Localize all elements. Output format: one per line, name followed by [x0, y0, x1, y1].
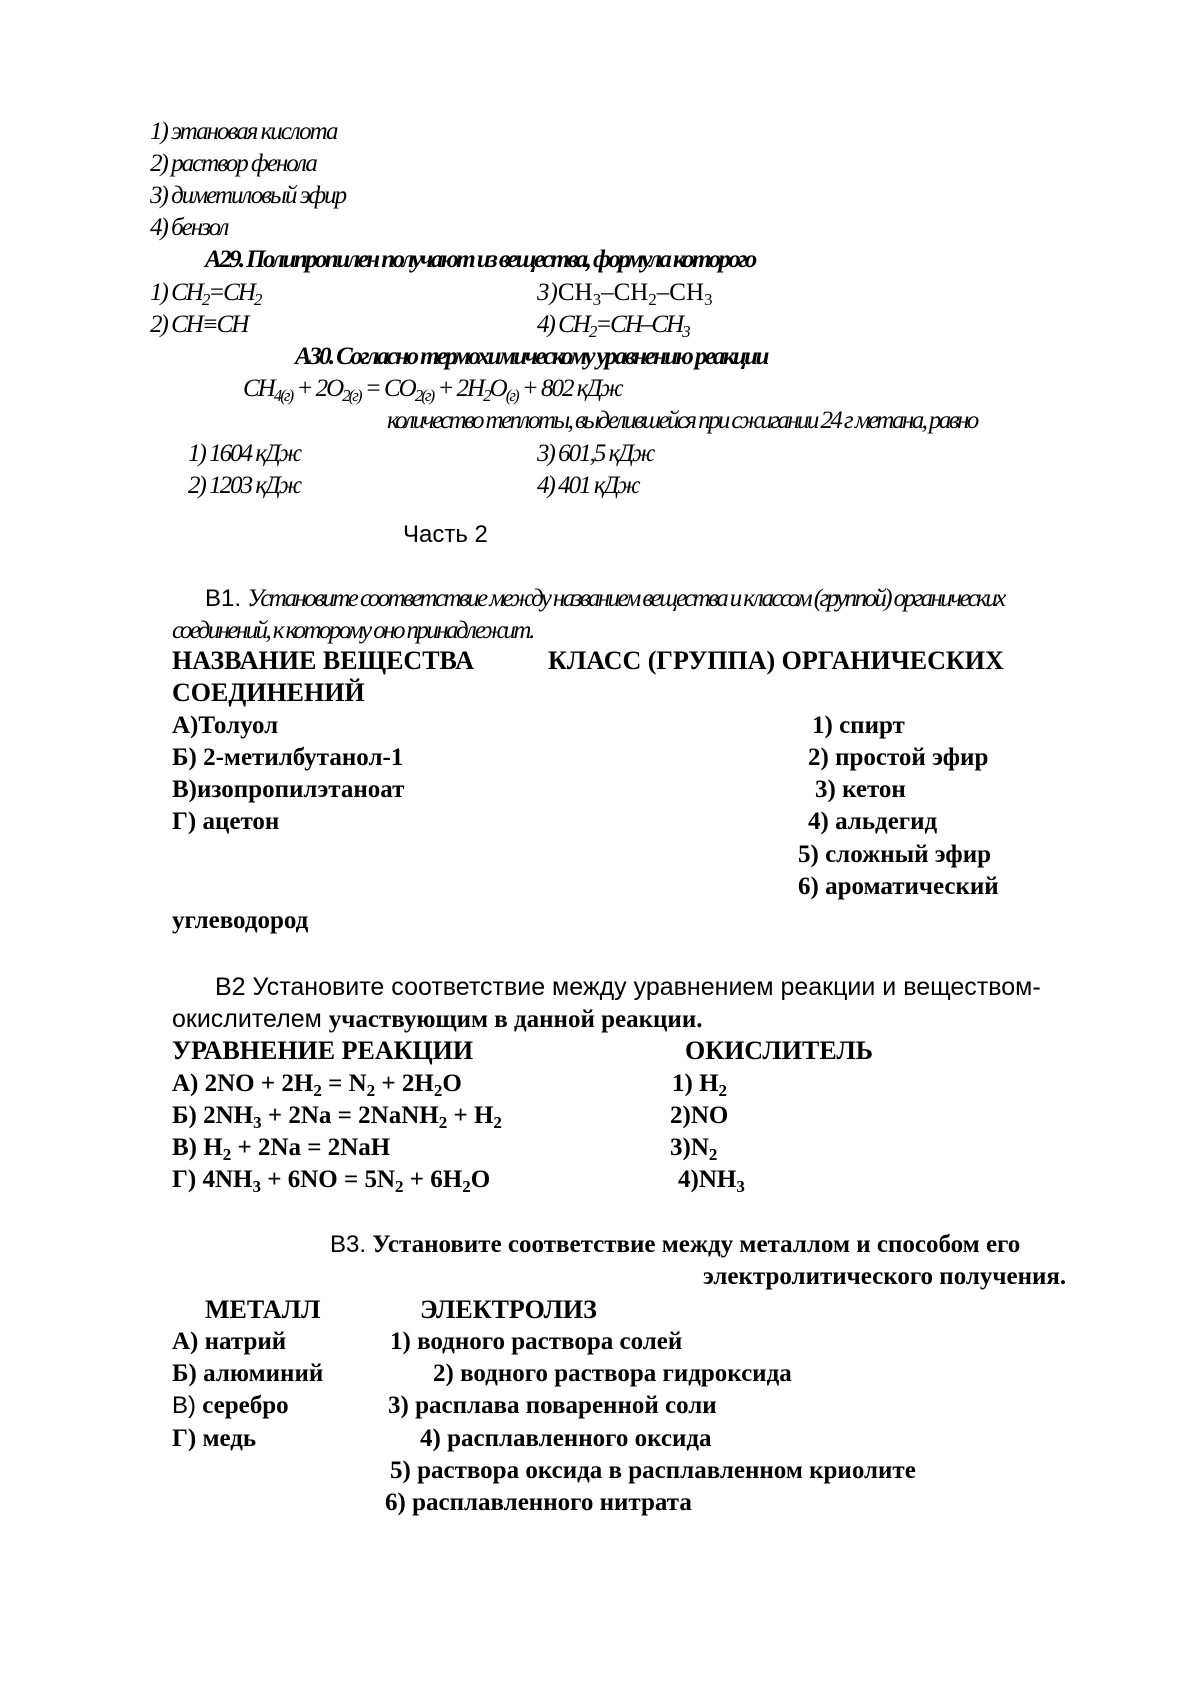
b1-header-cont: СОЕДИНЕНИЙ	[172, 678, 365, 707]
b2-header-left: УРАВНЕНИЕ РЕАКЦИИ	[172, 1036, 474, 1065]
part2-title: Часть 2	[403, 521, 488, 548]
a28-option-1: 1) этановая кислота	[150, 118, 337, 145]
b1-class-1: 1) спирт	[812, 712, 905, 739]
a30-condition: количество теплоты, выделившейся при сжигании 24 г метана, равно	[387, 407, 977, 434]
b2-equation-a: А) $2NO + 2H_2 = N_2 + 2H_2O$	[172, 1070, 462, 1101]
b2-oxidizer-2: 2)NO	[670, 1102, 729, 1129]
a30-option-2: 2) 1203 кДж	[188, 472, 301, 499]
b3-method-5: 5) раствора оксида в расплавленном криолите	[390, 1457, 916, 1484]
b2-task-bold: участвующим в данной реакции.	[328, 1006, 703, 1033]
a30-option-3: 3) 601,5 кДж	[537, 440, 654, 467]
b3-metal-v-name: серебро	[202, 1392, 289, 1419]
b2-task-line1: В2 Установите соответствие между уравнением реакции и веществом-	[215, 973, 1041, 1001]
a29-option-1: 1) $CH_2=CH_2$	[150, 279, 261, 310]
b3-method-2: 2) водного раствора гидроксида	[433, 1360, 792, 1387]
b1-class-3: 3) кетон	[815, 776, 906, 803]
b3-task-text: Установите соответствие между металлом и способом его	[372, 1231, 1021, 1258]
a29-question-text: А29. Полипропилен получают из вещества, формула которого	[205, 246, 755, 273]
b1-class-2: 2) простой эфир	[808, 744, 989, 771]
b1-substance-v: В)изопропилэтаноат	[172, 776, 405, 803]
b3-method-1: 1) водного раствора солей	[390, 1328, 683, 1355]
b1-task-line2: соединений, к которому оно принадлежит.	[172, 617, 533, 644]
b1-substance-b: Б) 2-метилбутанол-1	[172, 744, 404, 771]
b1-substance-a: А)Толуол	[172, 712, 279, 739]
b1-label: В1.	[205, 585, 242, 612]
a30-equation: $CH_{4(г)} + 2O_{2(г)} = CO_{2(г)} + 2H_2O_{(г)} + 802$ кДж	[243, 375, 622, 406]
a28-option-3: 3) диметиловый эфир	[150, 182, 346, 209]
b3-metal-v	[172, 1391, 289, 1421]
b1-class-5: 5) сложный эфир	[798, 841, 992, 868]
a29-option-4: 4) $CH_2=CH-CH_3$	[537, 311, 689, 342]
a29-option-3: $3)CH_3-CH_2-CH_3$	[537, 279, 713, 310]
b1-header-right: КЛАСС (ГРУППА) ОРГАНИЧЕСКИХ	[548, 646, 1004, 675]
b3-metal-g: Г) медь	[172, 1425, 257, 1452]
a29-option-2: 2) CH≡CH	[150, 311, 248, 338]
b3-method-6: 6) расплавленного нитрата	[385, 1489, 692, 1516]
b2-task-plain: окислителем	[172, 1005, 329, 1033]
b2-equation-b: Б) $2NH_3 + 2Na$ = 2NaNH$_2$ + $H_2$	[172, 1102, 502, 1133]
b1-class-4: 4) альдегид	[808, 808, 938, 835]
b3-header-right: ЭЛЕКТРОЛИЗ	[420, 1295, 597, 1324]
a28-option-2: 2) раствор фенола	[150, 150, 316, 177]
b3-method-4: 4) расплавленного оксида	[420, 1425, 712, 1452]
b3-method-3: 3) расплава поваренной соли	[388, 1392, 717, 1419]
a28-option-4: 4) бензол	[150, 214, 228, 241]
b1-task-text: Установите соответствие между названием вещества и классом (группой) органических	[247, 585, 1004, 612]
a29-question	[205, 245, 755, 275]
b1-class-6: 6) ароматический	[798, 873, 999, 900]
b2-task-line2	[172, 1004, 702, 1035]
b3-metal-b: Б) алюминий	[172, 1360, 324, 1387]
b3-task-line1	[330, 1230, 1020, 1260]
b2-header-right: ОКИСЛИТЕЛЬ	[685, 1036, 873, 1065]
b1-class-6-cont: углеводород	[172, 907, 309, 934]
b3-header-left: МЕТАЛЛ	[205, 1295, 321, 1324]
b1-task-line1	[205, 584, 1004, 614]
b2-oxidizer-4: $4)NH_3$	[678, 1166, 745, 1197]
a30-option-4: 4) 401 кДж	[537, 472, 639, 499]
b2-oxidizer-1: 1) $H_2$	[672, 1070, 728, 1101]
b2-equation-v: В) $H_2 + 2Na = 2NaH$	[172, 1134, 391, 1165]
b3-label: В3.	[330, 1231, 367, 1258]
b1-header-left: НАЗВАНИЕ ВЕЩЕСТВА	[172, 646, 475, 675]
b3-metal-v-letter: В)	[172, 1392, 196, 1419]
a30-option-1: 1) 1604 кДж	[188, 440, 301, 467]
b2-oxidizer-3: $3)N_2$	[670, 1134, 718, 1165]
a30-question	[295, 342, 767, 372]
b3-task-line2: электролитического получения.	[703, 1263, 1067, 1290]
b2-equation-g: Г) $4NH_3 + 6NO = 5N_2 + 6H_2O$	[172, 1166, 491, 1197]
b3-metal-a: А) натрий	[172, 1328, 287, 1355]
b1-substance-g: Г) ацетон	[172, 808, 280, 835]
a30-question-text: А30. Согласно термохимическому уравнению реакции	[295, 343, 767, 370]
